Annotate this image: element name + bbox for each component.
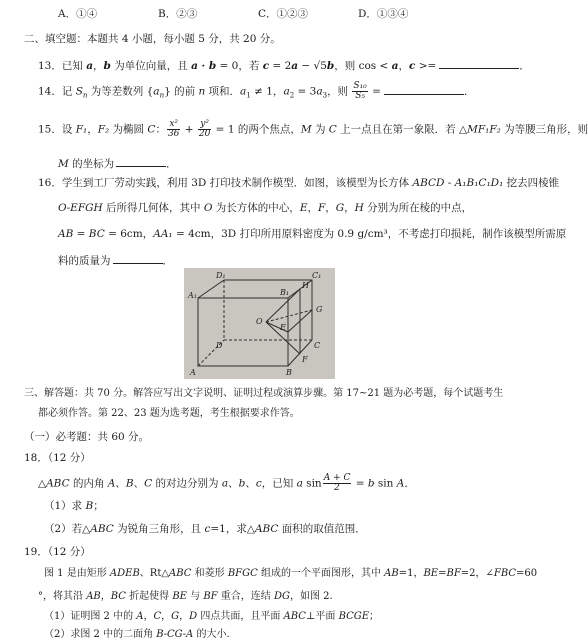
label-c: C [314,341,321,350]
q16-text: ， [344,202,355,214]
q19-var: CG [167,629,183,640]
question-16-line2 [58,201,472,215]
q16-text: = 6cm， [104,228,154,240]
option-c: C．①②③ [258,8,309,20]
q19-var: ABC [169,568,192,579]
q18-text: △ [38,477,47,490]
option-d: D．①③④ [358,8,409,20]
section-3-line1: 三、解答题：共 70 分。解答应写出文字说明、证明过程或演算步骤。第 17~21 题为必考题，每个试题考生 [24,388,504,399]
q13-vec-b: b [103,60,111,72]
label-h: H [302,281,309,290]
label-d: D [216,341,223,350]
q16-text: 挖去四棱锥 [503,177,560,189]
q14-text: 项和． [205,85,241,98]
q16-text: 分别为所在棱的中点， [363,202,473,214]
q13-text: 已知 [61,60,87,72]
q19-var: C [153,611,162,622]
q14-sub: 2 [289,91,295,100]
question-16-line3 [58,227,566,241]
q18-var: A [107,477,116,490]
q19-var: ADEB [109,568,140,579]
q14-frac-den: S₅ [355,91,365,101]
q19-text: ， [161,611,172,622]
q13-vec-a: a [86,60,94,72]
q19-var: B [156,629,164,640]
q13-text: ，则 cos < [334,60,392,72]
q14-text: ，则 [327,85,352,98]
q15-frac-den: 36 [167,129,180,139]
q13-dot: a · b [191,60,217,72]
q19-var: FBC [493,568,517,579]
q14-text: } 的前 [164,85,199,98]
answer-blank[interactable] [116,155,166,167]
q18-var: c [255,477,262,490]
q19-text: 与 [186,591,204,602]
q16-text: 3D [221,228,237,240]
q14-var: S [75,85,83,98]
q18-text: ； [93,500,104,512]
q18-var: a [221,477,229,490]
q14-sub: n [82,91,88,100]
q19-var: A [186,629,194,640]
q15-var: C [328,123,337,136]
q19-text: ， [143,611,154,622]
label-d1: D₁ [216,271,226,280]
q18-var: B [85,500,94,512]
q15-end: ． [166,158,177,170]
q19-text: °，将其沿 [38,591,87,602]
option-b: B．②③ [158,8,198,20]
q16-text: ， [325,202,336,214]
q19-text: =1， [398,568,424,579]
q19-var: BFGC [227,568,258,579]
q19-text: 四点共面，且平面 [197,611,284,622]
label-b1: B₁ [280,288,290,297]
q13-number: 13． [38,60,62,72]
q14-frac-num: S₁₀ [353,81,367,91]
q18-text: 、 [133,477,145,490]
q19-text: （2）求图 2 中的二面角 [44,629,157,640]
q16-text: = 4cm， [172,228,222,240]
q16-var: F [317,202,326,214]
label-o: O [256,317,263,326]
q14-var: a [240,85,247,98]
q16-text: 学生到工厂劳动实践，利用 [61,177,192,189]
q16-var: AA₁ [153,228,173,240]
q19-text: ； [369,611,380,622]
q14-var: a [316,85,323,98]
q19-text: 图 1 是由矩形 [44,568,110,579]
q13-vec-a3: a [391,60,399,72]
q16-text: 打印技术制作模型．如图，该模型为长方体 [206,177,413,189]
q13-end: ． [519,60,530,72]
q18-text: （1）求 [44,500,86,512]
q15-frac-num: y² [198,120,211,130]
q15-text: + [181,123,197,136]
q19-text: 组成的一个平面图形，其中 [257,568,385,579]
q19-text: 折起使得 [125,591,173,602]
q18-var: ABC [90,523,114,535]
q16-var: H [354,202,364,214]
question-19-part1 [44,610,379,624]
q18-fraction [323,474,352,493]
q18-text: 、 [245,477,256,490]
section-2-heading: 二、填空题：本题共 4 小题，每小题 5 分，共 20 分。 [24,33,281,45]
q15-fraction-y [198,120,211,139]
q15-fraction-x [167,120,180,139]
label-a: A [190,368,196,377]
q14-var: n [198,85,206,98]
q19-var: BCGE [338,611,370,622]
q18-frac-den: 2 [334,483,340,493]
q18-text: 为锐角三角形，且 [113,523,205,535]
q19-text: （1）证明图 2 中的 [44,611,137,622]
q13-text: ， [93,60,104,72]
q19-text: ⊥平面 [305,611,339,622]
question-16-line4 [58,252,173,268]
q16-var: O [203,202,213,214]
cuboid-diagram [184,268,335,379]
answer-blank[interactable] [384,83,464,95]
section-3-line2: 都必须作答。第 22、23 题为选考题，考生根据要求作答。 [38,408,300,419]
q19-var: AB [384,568,399,579]
q16-text: 3D [191,177,207,189]
q16-var: E [299,202,308,214]
q16-text: 料的质量为 [58,255,111,267]
q14-number: 14． [38,85,62,98]
q15-var: C [147,123,156,136]
q18-var: B [125,477,134,490]
q15-number: 15． [38,123,62,136]
q19-text: ， [179,611,190,622]
q19-var: G [171,611,180,622]
q18-frac-num: A + C [323,473,351,483]
q15-frac-den: 20 [198,129,211,139]
q19-var: D [189,611,198,622]
q18-text: 的对边分别为 [152,477,222,490]
q15-var: M [58,158,69,170]
q14-var: a [283,85,290,98]
q16-text: 后所得几何体，其中 [102,202,204,214]
q15-var: M [300,123,312,136]
q14-text: ≠ 1， [250,85,284,98]
q14-sub: n [159,91,165,100]
q19-var: BF [203,591,218,602]
q18-var: b [367,477,375,490]
q19-var: BF [446,568,461,579]
q18-text: sin [302,477,322,490]
label-g: G [316,305,323,314]
q18-text: 面积的取值范围． [278,523,366,535]
question-15-line2 [58,155,177,171]
q13-vec-b2: b [326,60,335,72]
q16-var: BC [88,228,105,240]
q14-sub: 3 [322,91,328,100]
q18-text: 的内角 [69,477,108,490]
q14-text: = [368,85,381,98]
question-18-part2 [44,522,366,536]
question-19-part2 [44,628,236,642]
q19-text: = [438,568,447,579]
q16-text: 打印所用原料密度为 0.9 g/cm³，不考虑打印损耗，制作该模型所需原 [236,228,567,240]
q18-text: 、 [115,477,126,490]
q16-text: 为长方体的中心， [212,202,300,214]
q19-var: BE [172,591,187,602]
q16-text: - [444,177,455,189]
q14-text: 为等差数列 { [87,85,154,98]
q18-text: 、 [228,477,239,490]
q13-text: 为单位向量，且 [110,60,192,72]
q18-var: C [144,477,153,490]
question-15 [38,120,588,139]
q18-text: = [352,477,368,490]
q19-text: 重合，连结 [217,591,274,602]
q18-text: =1，求△ [210,523,255,535]
q19-text: 的大小． [193,629,237,640]
q15-text: ： [155,123,166,136]
q15-text: 设 [61,123,76,136]
q14-end: ． [463,85,475,98]
question-18-stem [38,474,415,493]
q13-vec-c: c [262,60,270,72]
q19-text: - [182,629,187,640]
q15-text: 的坐标为 [68,158,115,170]
section-3-sub: （一）必考题：共 60 分。 [24,431,150,443]
label-c1: C₁ [312,271,322,280]
q19-var: BE [423,568,439,579]
q15-var: F₁ [75,123,88,136]
q18-var: A [396,477,405,490]
q18-var: b [238,477,246,490]
q15-text: 为等腰三角形，则 [500,123,588,136]
q19-var: AB [86,591,101,602]
q18-text: ，已知 [261,477,297,490]
q16-text: = [73,228,89,240]
q18-var: ABC [46,477,70,490]
q16-number: 16． [38,177,62,189]
label-b: B [286,368,292,377]
q19-text: ， [100,591,111,602]
q19-var: A [136,611,144,622]
q13-text: >= [415,60,437,72]
q16-text: ， [307,202,318,214]
q16-var: ABCD [412,177,445,189]
question-18-header: 18．（12 分） [24,452,91,464]
q13-text: ， [398,60,409,72]
question-19-line1 [44,567,537,581]
q19-text: =2，∠ [460,568,494,579]
q18-text: （2）若△ [44,523,91,535]
question-19-header: 19．（12 分） [24,546,91,558]
q18-var: c [204,523,211,535]
q19-var: DG [273,591,290,602]
q14-text: = 3 [294,85,317,98]
q14-sub: 1 [246,91,251,100]
q18-text: ． [404,477,415,490]
q15-text: 为椭圆 [109,123,148,136]
q14-var: a [153,85,160,98]
q13-vec-c2: c [408,60,416,72]
q16-var: O [58,202,67,214]
q19-text: 、Rt△ [139,568,170,579]
q13-text: = 0，若 [216,60,263,72]
q15-text: = 1 的两个焦点， [212,123,301,136]
question-19-line2 [38,590,340,604]
q19-var: ABC [283,611,306,622]
q15-text: ， [87,123,98,136]
label-e: E [280,323,286,332]
q19-text: 和菱形 [191,568,228,579]
q15-var: F₂ [97,123,110,136]
q18-var: ABC [254,523,279,535]
q13-text: = 2 [269,60,292,72]
q19-text: ，如图 2． [290,591,340,602]
label-a1: A₁ [188,291,197,300]
q16-var: G [335,202,345,214]
answer-blank[interactable] [113,252,163,264]
q15-text: 上一点且在第一象限．若 △ [336,123,468,136]
q15-var: MF₁F₂ [467,123,501,136]
label-f: F [302,355,308,364]
q14-fraction [352,82,367,101]
q16-end: ． [162,255,173,267]
q16-var: A₁B₁C₁D₁ [454,177,504,189]
q16-text: - [66,202,71,214]
q13-text: − √5 [298,60,327,72]
q18-var: a [296,477,303,490]
answer-blank[interactable] [439,57,519,69]
q19-var: BC [110,591,126,602]
q15-frac-num: x² [167,120,180,130]
question-14 [38,82,474,103]
question-13 [38,57,530,73]
q13-vec-a2: a [291,60,299,72]
q14-text: 记 [61,85,76,98]
question-18-part1 [44,499,104,513]
q19-text: =60 [516,568,538,579]
cuboid-figure [184,268,335,379]
q16-var: AB [58,228,74,240]
q15-text: 为 [311,123,329,136]
option-a: A．①④ [58,8,98,20]
q16-var: EFGH [70,202,103,214]
q19-text: - [163,629,168,640]
q18-text: sin [374,477,397,490]
question-16 [38,176,559,190]
